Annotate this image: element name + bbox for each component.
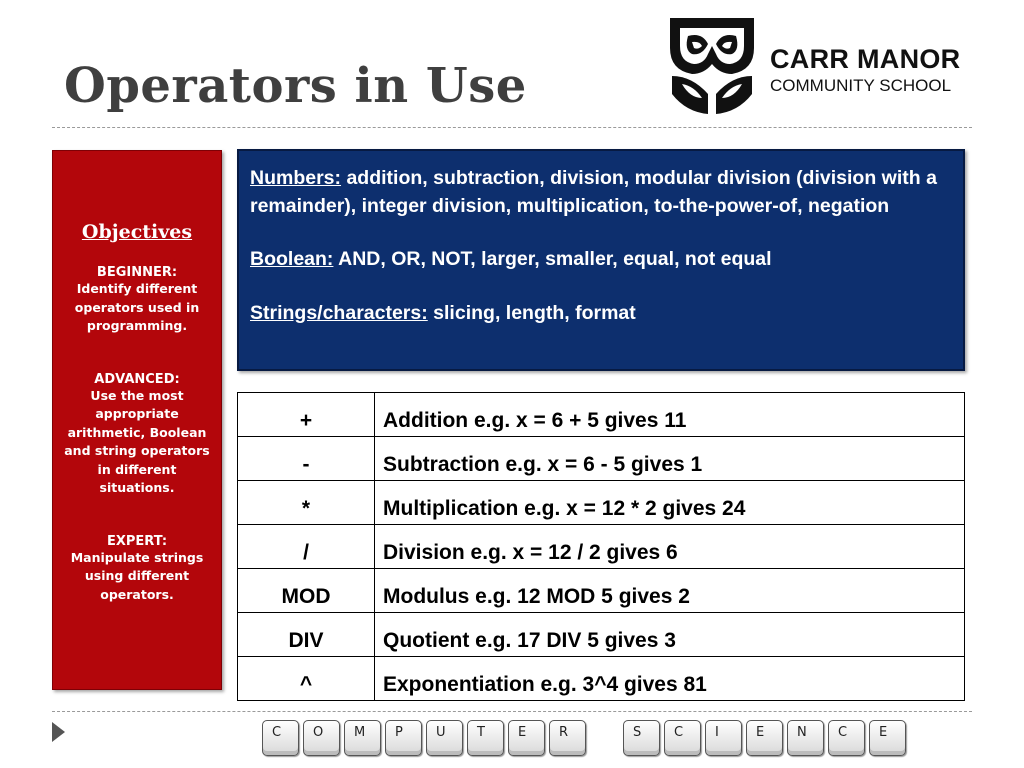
operator-categories-box: [237, 149, 965, 371]
keyboard-key: E: [869, 720, 906, 756]
keyboard-key: R: [549, 720, 586, 756]
keyboard-word-computer: [262, 720, 586, 756]
keyboard-key: C: [664, 720, 701, 756]
strings-text: slicing, length, format: [433, 301, 636, 324]
operator-symbol: /: [238, 525, 375, 569]
boolean-text: AND, OR, NOT, larger, smaller, equal, not equal: [338, 248, 772, 270]
objective-level-label: BEGINNER:: [96, 265, 178, 280]
boolean-category: [250, 246, 953, 274]
top-divider: [52, 127, 972, 128]
objective-advanced: [53, 372, 221, 498]
page-title: Operators in Use: [64, 58, 527, 114]
operator-description: Multiplication e.g. x = 12 * 2 gives 24: [375, 481, 965, 525]
table-row: [238, 481, 965, 525]
table-row: [238, 393, 965, 437]
objective-beginner: [53, 265, 221, 336]
operator-symbol: ^: [238, 657, 375, 701]
operators-table: [237, 392, 965, 701]
numbers-category: [250, 165, 953, 220]
operator-description: Addition e.g. x = 6 + 5 gives 11: [375, 393, 965, 437]
objectives-heading: Objectives: [81, 221, 193, 243]
bottom-divider: [52, 711, 972, 712]
table-row: [238, 437, 965, 481]
numbers-text: addition, subtraction, division, modular division (division with a remainder), integer division, multiplication, to-the-power-of, negation: [250, 167, 937, 217]
objective-text: Use the most appropriate arithmetic, Boolean and string operators in different situations.: [64, 387, 210, 495]
operator-description: Division e.g. x = 12 / 2 gives 6: [375, 525, 965, 569]
boolean-label: Boolean:: [250, 248, 334, 270]
objective-text: Identify different operators used in programming.: [74, 281, 200, 333]
operator-description: Quotient e.g. 17 DIV 5 gives 3: [375, 613, 965, 657]
objective-level-label: EXPERT:: [106, 533, 168, 549]
keyboard-key: E: [508, 720, 545, 756]
operator-symbol: DIV: [238, 613, 375, 657]
strings-category: [250, 300, 953, 328]
keyboard-key: S: [623, 720, 660, 756]
strings-label: Strings/characters:: [250, 301, 428, 324]
operator-symbol: *: [238, 481, 375, 525]
table-row: [238, 657, 965, 701]
objective-text: Manipulate strings using different operators.: [70, 549, 204, 602]
school-crest-icon: [662, 14, 762, 118]
operator-description: Exponentiation e.g. 3^4 gives 81: [375, 657, 965, 701]
table-row: [238, 613, 965, 657]
keyboard-key: C: [262, 720, 299, 756]
logo-school-name: CARR MANOR: [770, 44, 961, 74]
operator-description: Subtraction e.g. x = 6 - 5 gives 1: [375, 437, 965, 481]
keyboard-key: I: [705, 720, 742, 756]
keyboard-word-science: [623, 720, 906, 756]
objectives-panel: [52, 150, 222, 690]
keyboard-key: N: [787, 720, 824, 756]
school-logo: [662, 14, 972, 118]
table-row: [238, 569, 965, 613]
keyboard-key: P: [385, 720, 422, 756]
table-row: [238, 525, 965, 569]
next-slide-arrow-icon[interactable]: [52, 722, 65, 742]
keyboard-key: C: [828, 720, 865, 756]
keyboard-key: E: [746, 720, 783, 756]
operator-description: Modulus e.g. 12 MOD 5 gives 2: [375, 569, 965, 613]
objective-level-label: ADVANCED:: [94, 371, 180, 387]
numbers-label: Numbers:: [250, 167, 342, 189]
logo-school-subtitle: COMMUNITY SCHOOL: [770, 76, 952, 95]
keyboard-key: T: [467, 720, 504, 756]
operator-symbol: MOD: [238, 569, 375, 613]
objective-expert: [53, 534, 221, 605]
keyboard-key: M: [344, 720, 381, 756]
operator-symbol: -: [238, 437, 375, 481]
keyboard-key: O: [303, 720, 340, 756]
operator-symbol: +: [238, 393, 375, 437]
keyboard-key: U: [426, 720, 463, 756]
